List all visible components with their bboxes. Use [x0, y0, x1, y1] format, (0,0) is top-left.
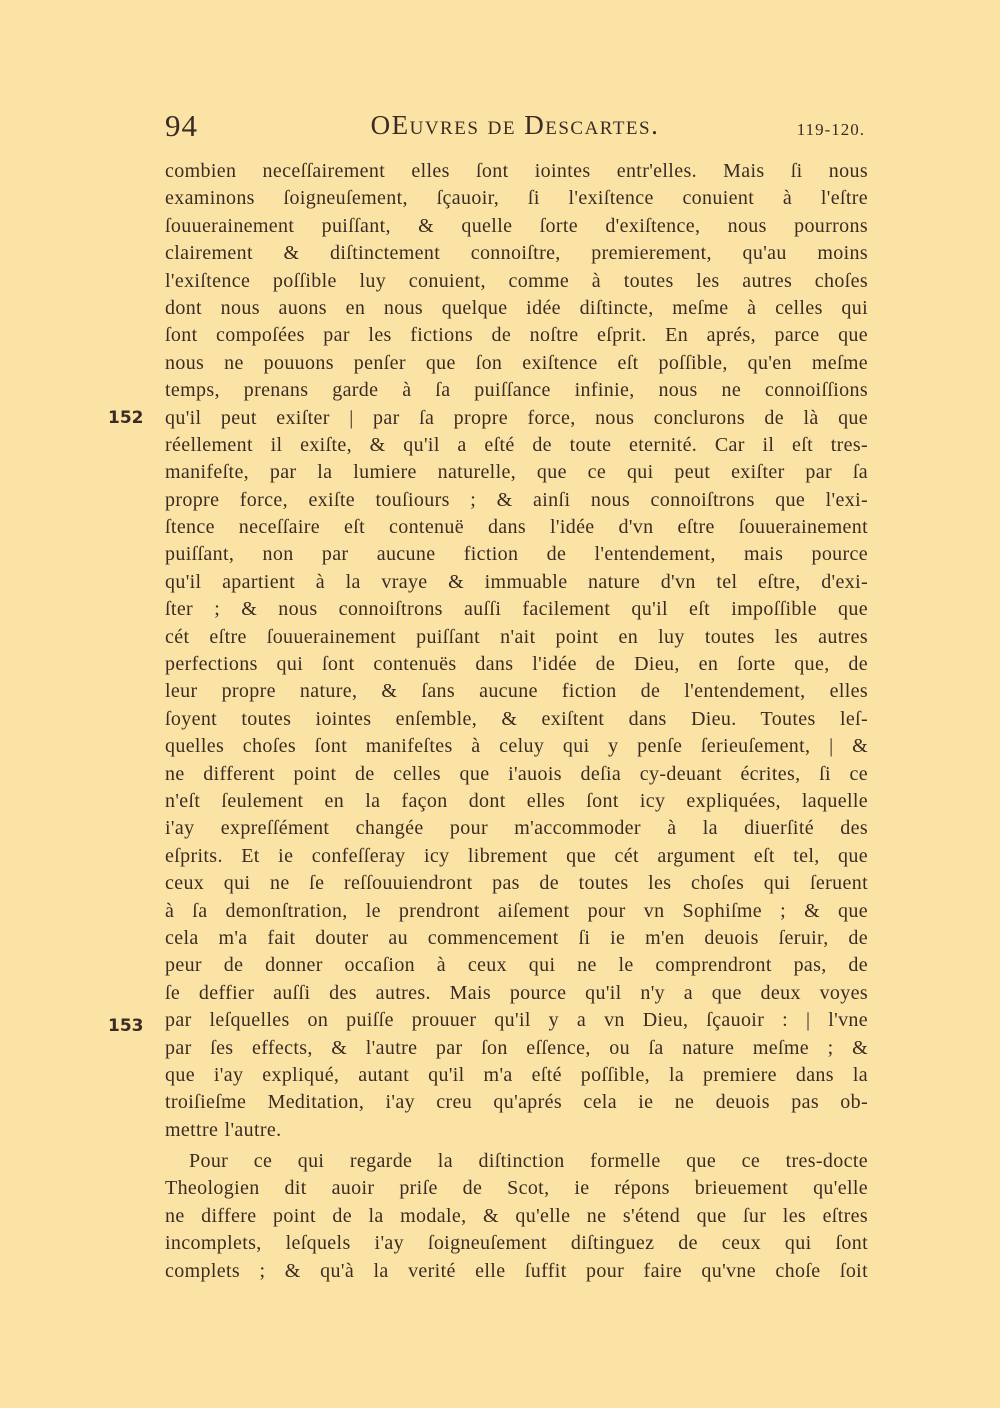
body-text	[165, 158, 868, 1285]
text-line: ſtence neceſſaire eſt contenuë dans l'idée d'vn eſtre ſouuerainement	[165, 516, 868, 539]
text-line: examinons ſoigneuſement, ſçauoir, ſi l'exiſtence conuient à l'eſtre	[165, 187, 868, 210]
page-header	[165, 108, 865, 154]
margin-reference: 152	[108, 408, 144, 428]
text-line: ſter ; & nous connoiſtrons auſſi facilement qu'il eſt impoſſible que	[165, 598, 868, 621]
text-line: mettre l'autre.	[165, 1118, 282, 1141]
text-line: nous ne pouuons penſer que ſon exiſtence eſt poſſible, qu'en meſme	[165, 351, 868, 374]
text-line: à ſa demonſtration, le prendront aiſement pour vn Sophiſme ; & que	[165, 899, 868, 922]
text-line: combien neceſſairement elles ſont iointes entr'elles. Mais ſi nous	[165, 160, 868, 182]
text-line: qu'il apartient à la vraye & immuable nature d'vn tel eſtre, d'exi-	[165, 570, 868, 593]
page-range: 119-120.	[796, 120, 865, 139]
text-line: troiſieſme Meditation, i'ay creu qu'aprés cela ie ne deuois pas ob-	[165, 1091, 868, 1114]
text-line: ſe deffier auſſi des autres. Mais pource qu'il n'y a que deux voyes	[165, 981, 868, 1004]
text-line: Pour ce qui regarde la diſtinction formelle que ce tres-docte	[189, 1150, 868, 1173]
text-line: ſouuerainement puiſſant, & quelle ſorte d'exiſtence, nous pourrons	[165, 214, 868, 237]
text-line: qu'il peut exiſter | par ſa propre force, nous conclurons de là que	[165, 406, 868, 429]
page-number: 94	[165, 108, 198, 143]
running-title: OEuvres de Descartes.	[370, 110, 660, 140]
text-line: ne differe point de la modale, & qu'elle ne s'étend que ſur les eſtres	[165, 1204, 868, 1227]
text-line: que i'ay expliqué, autant qu'il m'a eſté poſſible, la premiere dans la	[165, 1063, 868, 1086]
text-line: eſprits. Et ie confeſſeray icy librement que cét argument eſt tel, que	[165, 844, 868, 867]
text-line: puiſſant, non par aucune fiction de l'entendement, mais pource	[165, 543, 868, 566]
text-line: quelles choſes ſont manifeſtes à celuy qui y penſe ſerieuſement, | &	[165, 735, 868, 758]
text-line: ne different point de celles que i'auois deſia cy-deuant écrites, ſi ce	[165, 762, 868, 785]
text-line: propre force, exiſte touſiours ; & ainſi nous connoiſtrons que l'exi-	[165, 488, 868, 511]
paragraph	[165, 158, 868, 1144]
text-line: peur de donner occaſion à ceux qui ne le comprendront pas, de	[165, 954, 868, 977]
text-line: n'eſt ſeulement en la façon dont elles ſont icy expliquées, laquelle	[165, 789, 868, 812]
text-line: réellement il exiſte, & qu'il a eſté de toute eternité. Car il eſt tres-	[165, 433, 868, 456]
text-line: complets ; & qu'à la verité elle ſuffit pour faire qu'vne choſe ſoit	[165, 1259, 868, 1282]
text-line: par ſes effects, & l'autre par ſon eſſence, ou ſa nature meſme ; &	[165, 1036, 868, 1059]
text-line: par leſquelles on puiſſe prouuer qu'il y a vn Dieu, ſçauoir : | l'vne	[165, 1009, 868, 1032]
text-line: ſoyent toutes iointes enſemble, & exiſtent dans Dieu. Toutes leſ-	[165, 707, 868, 730]
text-line: l'exiſtence poſſible luy conuient, comme à toutes les autres choſes	[165, 269, 868, 292]
text-line: temps, prenans garde à ſa puiſſance infinie, nous ne connoiſſions	[165, 379, 868, 402]
text-line: i'ay expreſſément changée pour m'accommoder à la diuerſité des	[165, 817, 868, 840]
text-line: leur propre nature, & ſans aucune fiction de l'entendement, elles	[165, 680, 868, 703]
text-line: perfections qui ſont contenuës dans l'idée de Dieu, en ſorte que, de	[165, 653, 868, 676]
text-line: cét eſtre ſouuerainement puiſſant n'ait point en luy toutes les autres	[165, 625, 868, 648]
text-line: clairement & diſtinctement connoiſtre, premierement, qu'au moins	[165, 242, 868, 265]
text-line: ſont compoſées par les fictions de noſtre eſprit. En aprés, parce que	[165, 324, 868, 347]
text-line: incomplets, leſquels i'ay ſoigneuſement diſtinguez de ceux qui ſont	[165, 1232, 868, 1255]
text-line: manifeſte, par la lumiere naturelle, que ce qui peut exiſter par ſa	[165, 461, 868, 484]
text-line: dont nous auons en nous quelque idée diſtincte, meſme à celles qui	[165, 296, 868, 319]
text-line: ceux qui ne ſe reſſouuiendront pas de toutes les choſes qui ſeruent	[165, 872, 868, 895]
margin-reference: 153	[108, 1016, 144, 1036]
text-line: Theologien dit auoir priſe de Scot, ie répons brieuement qu'elle	[165, 1177, 868, 1200]
text-line: cela m'a fait douter au commencement ſi ie m'en deuois ſeruir, de	[165, 926, 868, 949]
paragraph	[165, 1148, 868, 1285]
